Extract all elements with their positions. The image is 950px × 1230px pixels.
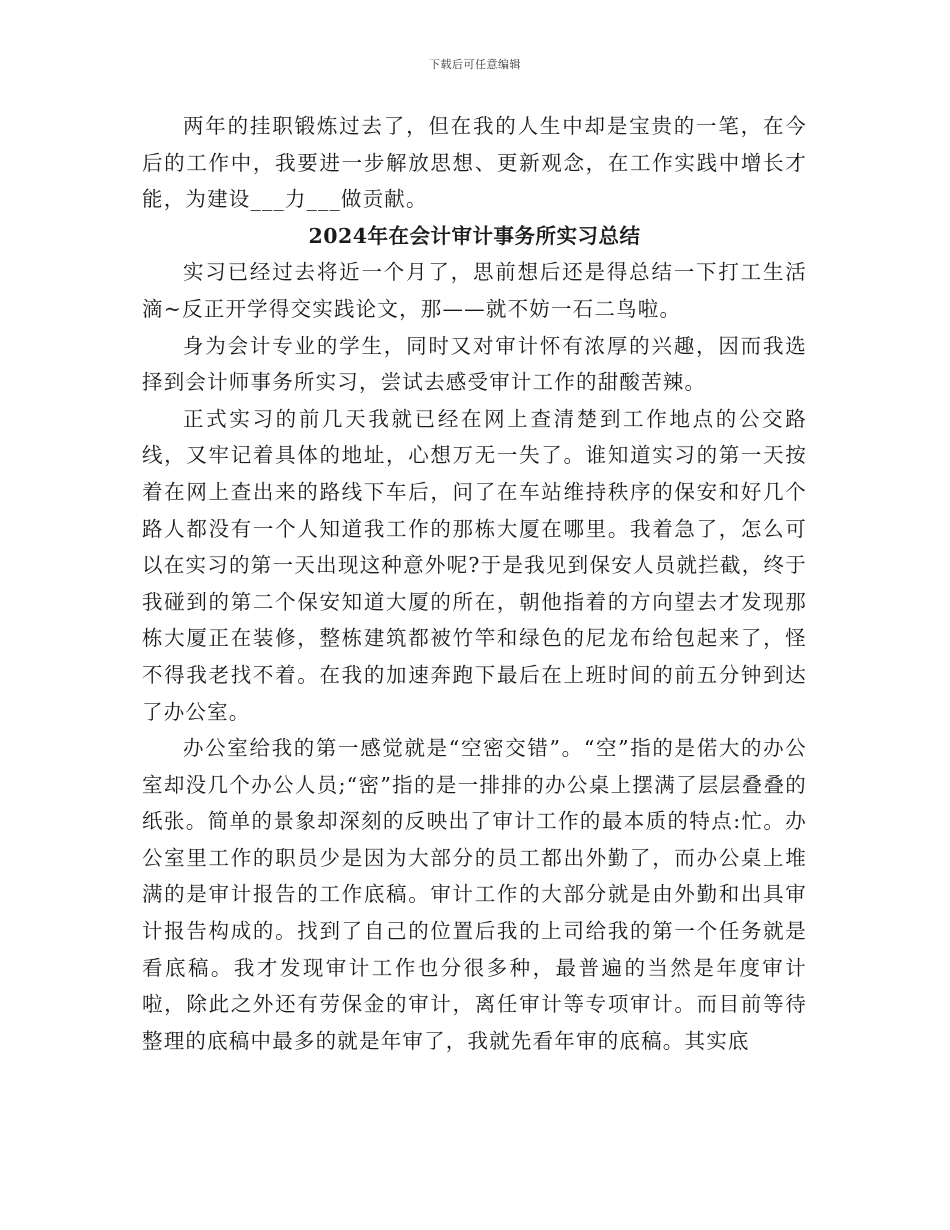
intro-paragraph: 两年的挂职锻炼过去了，但在我的人生中却是宝贵的一笔，在今后的工作中，我要进一步解放思想、更新观念，在工作实践中增长才能，为建设___力___做贡献。 [142,114,807,212]
document-body [142,108,807,1059]
body-paragraph: 正式实习的前几天我就已经在网上查清楚到工作地点的公交路线，又牢记着具体的地址，心想万无一失了。谁知道实习的第一天按着在网上查出来的路线下车后，问了在车站维持秩序的保安和好几个路人都没有一个人知道我工作的那栋大厦在哪里。我着急了，怎么可以在实习的第一天出现这种意外呢?于是我见到保安人员就拦截，终于我碰到的第二个保安知道大厦的所在，朝他指着的方向望去才发现那栋大厦正在装修，整栋建筑都被竹竿和绿色的尼龙布给包起来了，怪不得我老找不着。在我的加速奔跑下最后在上班时间的前五分钟到达了办公室。 [142,406,807,724]
body-paragraph: 身为会计专业的学生，同时又对审计怀有浓厚的兴趣，因而我选择到会计师事务所实习，尝试去感受审计工作的甜酸苦辣。 [142,333,807,395]
body-paragraph: 实习已经过去将近一个月了，思前想后还是得总结一下打工生活滴~反正开学得交实践论文，那——就不妨一石二鸟啦。 [142,260,807,321]
section-title: 2024年在会计审计事务所实习总结 [308,223,641,248]
header-note: 下载后可任意编辑 [429,58,521,71]
body-paragraph: 办公室给我的第一感觉就是“空密交错”。“空”指的是偌大的办公室却没几个办公人员;“密”指的是一排排的办公桌上摆满了层层叠叠的纸张。简单的景象却深刻的反映出了审计工作的最本质的特点:忙。办公室里工作的职员少是因为大部分的员工都出外勤了，而办公桌上堆满的是审计报告的工作底稿。审计工作的大部分就是由外勤和出具审计报告构成的。找到了自己的位置后我的上司给我的第一个任务就是看底稿。我才发现审计工作也分很多种，最普遍的当然是年度审计啦，除此之外还有劳保金的审计，离任审计等专项审计。而目前等待整理的底稿中最多的就是年审了，我就先看年审的底稿。其实底 [142,736,807,1053]
